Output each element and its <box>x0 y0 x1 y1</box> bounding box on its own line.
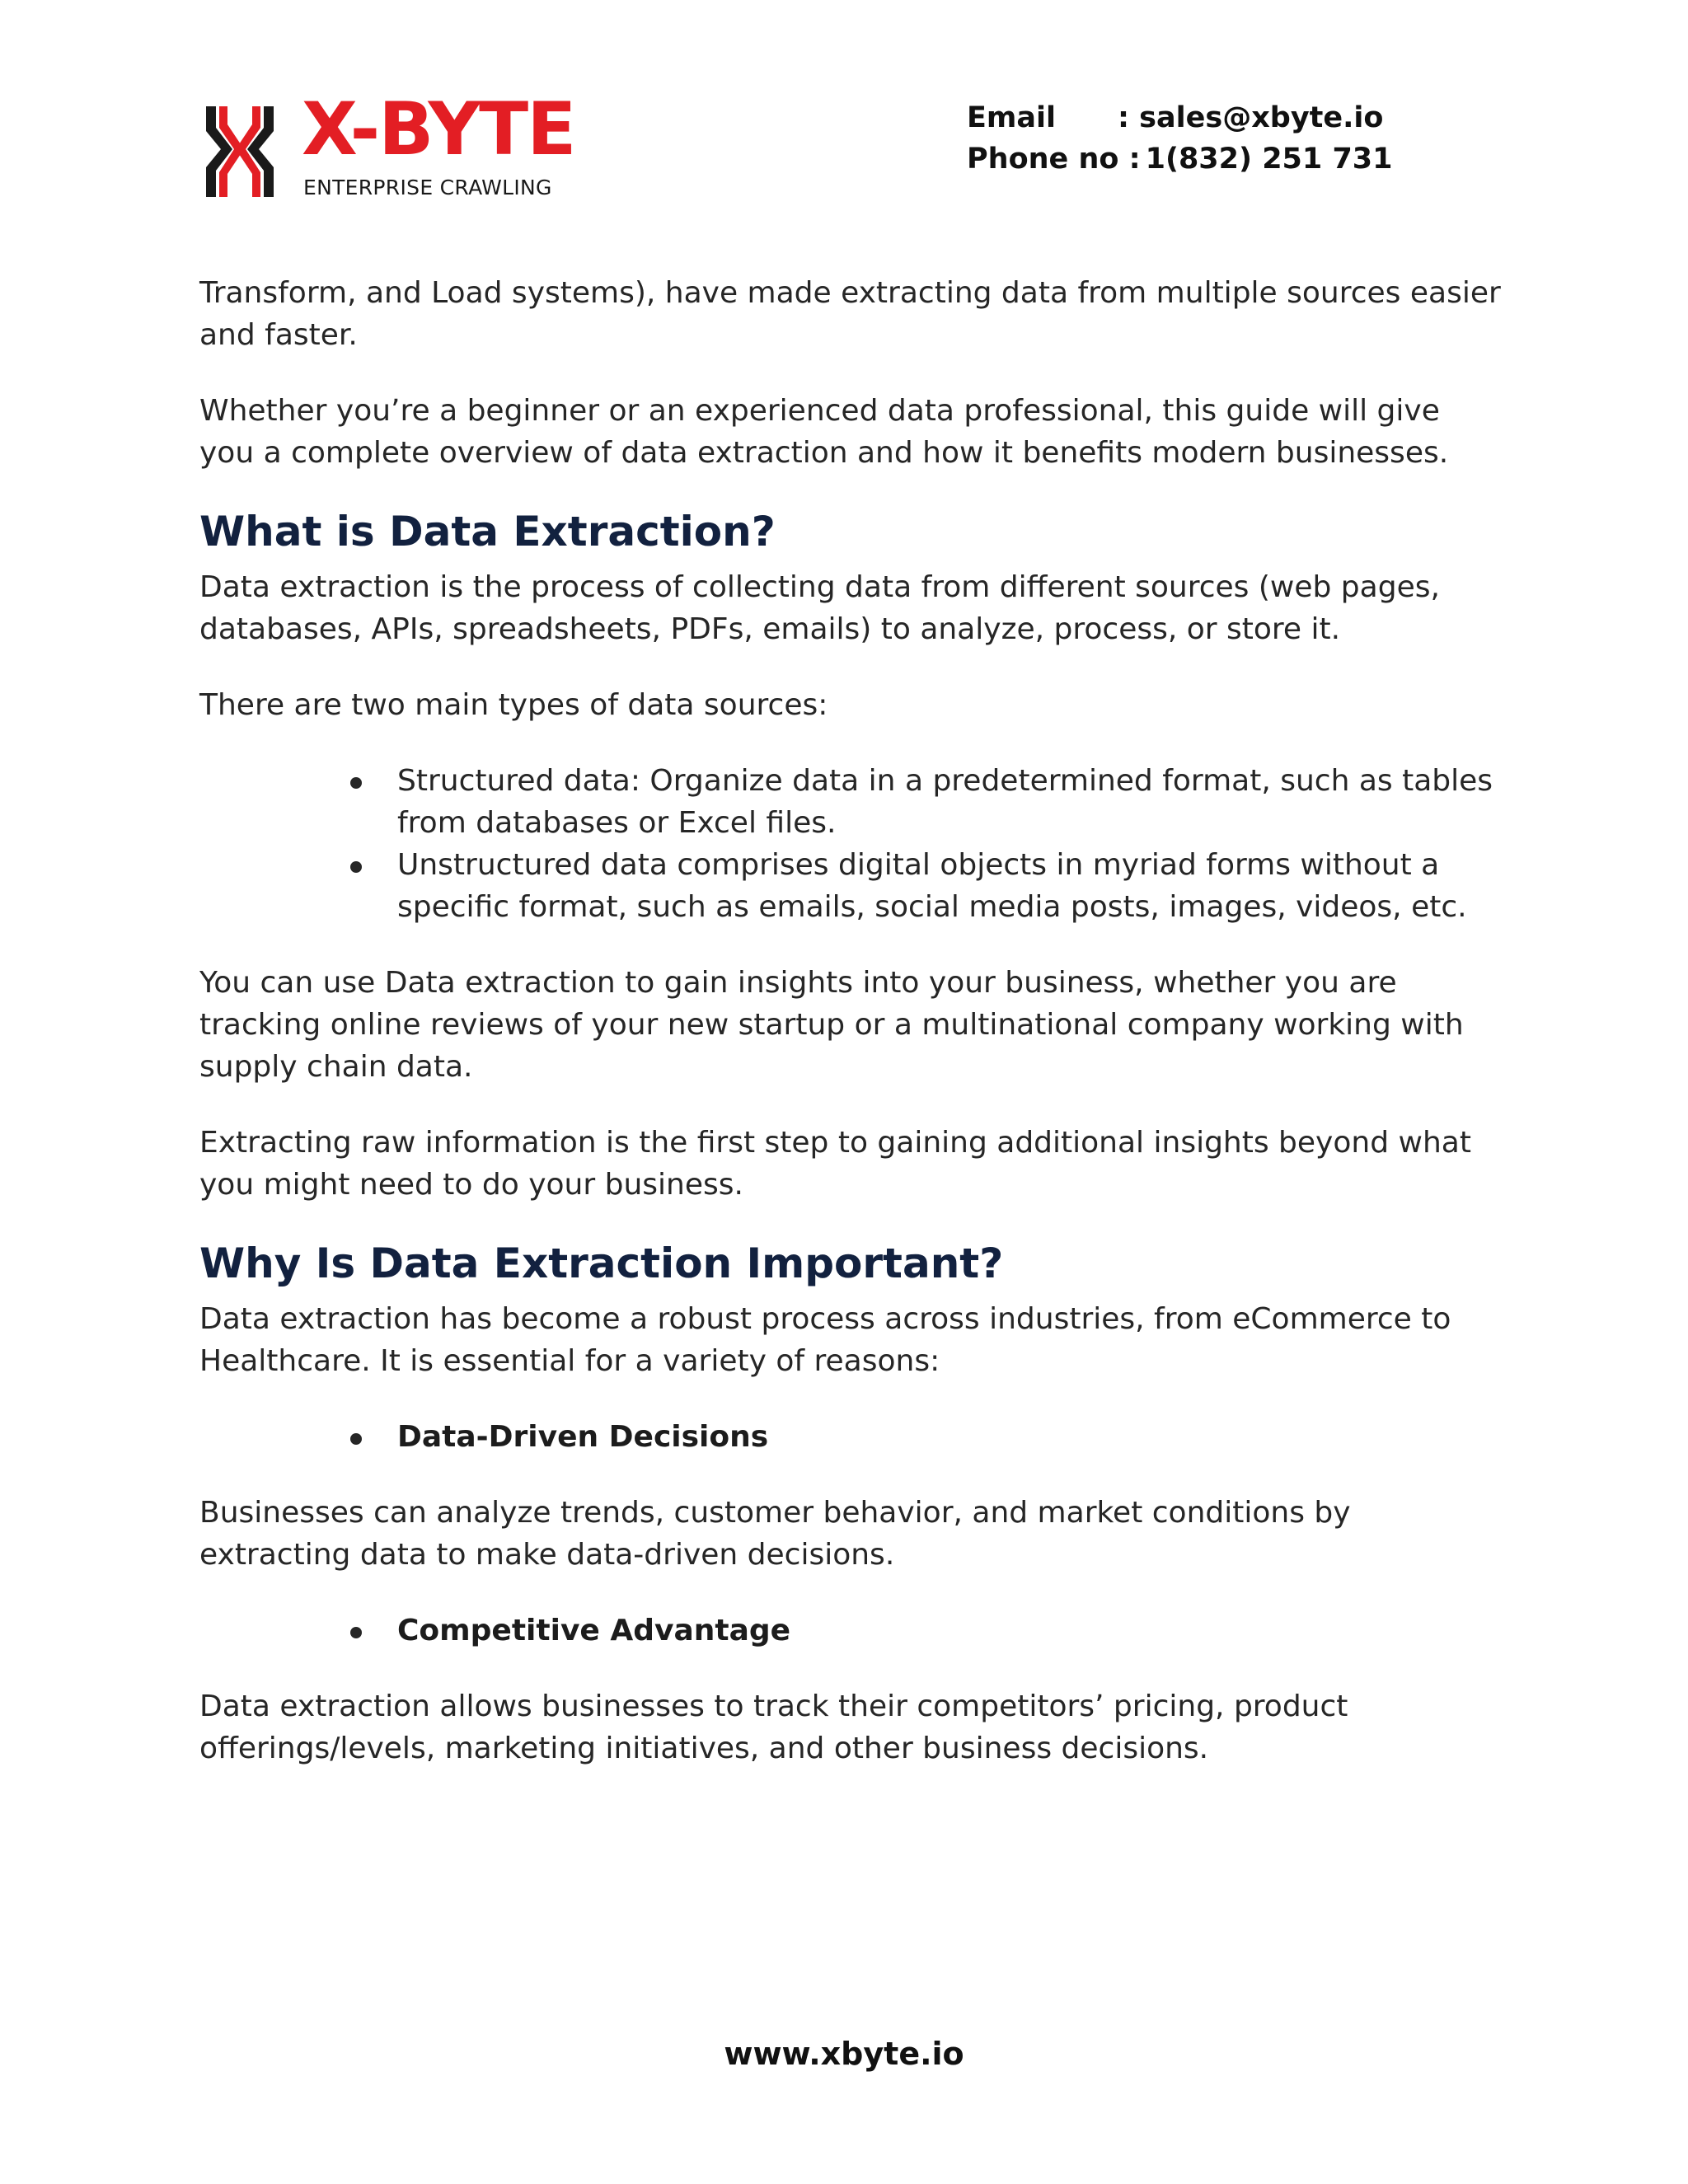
section-paragraph: You can use Data extraction to gain insights into your business, whether you are tracking online reviews of your new startup or a multinational company working with supply chain data. <box>199 966 1464 1084</box>
section-paragraph: Extracting raw information is the first step to gaining additional insights beyond what you might need to do your business. <box>199 1126 1471 1202</box>
section-paragraph: Data extraction has become a robust process across industries, from eCommerce to Healthcare. It is essential for a variety of reasons: <box>199 1302 1451 1378</box>
contact-info <box>967 97 1393 180</box>
phone-row <box>967 138 1393 180</box>
email-label: Email <box>967 101 1056 134</box>
bullet-icon <box>350 777 362 789</box>
section-heading-what-is: What is Data Extraction? <box>199 508 776 555</box>
bullet-icon <box>350 1627 362 1638</box>
reasons-list-1 <box>199 1416 1502 1458</box>
page-header <box>0 0 1688 231</box>
list-item <box>199 1610 1502 1652</box>
section-paragraph: Data extraction allows businesses to track their competitors’ pricing, product offerings/levels, marketing initiatives, and other business decisions. <box>199 1690 1348 1765</box>
list-item <box>199 844 1502 928</box>
subheading-data-driven-decisions: Data-Driven Decisions <box>397 1420 769 1454</box>
section-paragraph: There are two main types of data sources: <box>199 688 828 722</box>
list-item-text: Unstructured data comprises digital objects in myriad forms without a specific format, such as emails, social media posts, images, videos, etc. <box>397 848 1467 924</box>
website-link[interactable]: www.xbyte.io <box>724 2036 964 2072</box>
subheading-competitive-advantage: Competitive Advantage <box>397 1614 791 1647</box>
page-footer <box>0 2036 1688 2072</box>
document-body <box>199 272 1502 1803</box>
data-source-types-list <box>199 760 1502 928</box>
reasons-list-2 <box>199 1610 1502 1652</box>
intro-paragraph: Transform, and Load systems), have made extracting data from multiple sources easier and faster. <box>199 276 1501 352</box>
list-item <box>199 760 1502 844</box>
section-paragraph: Businesses can analyze trends, customer behavior, and market conditions by extracting data to make data-driven decisions. <box>199 1496 1351 1572</box>
email-value[interactable]: : sales@xbyte.io <box>1118 101 1384 134</box>
bullet-icon <box>350 1433 362 1445</box>
logo-tagline: ENTERPRISE CRAWLING <box>303 176 552 199</box>
xbyte-logo-mark-icon <box>204 103 275 200</box>
company-logo[interactable] <box>204 87 592 202</box>
logo-wordmark: X-BYTE <box>302 87 575 171</box>
intro-paragraph: Whether you’re a beginner or an experienced data professional, this guide will give you a complete overview of data extraction and how it benefits modern businesses. <box>199 394 1449 470</box>
list-item-text: Structured data: Organize data in a predetermined format, such as tables from databases or Excel files. <box>397 764 1493 840</box>
phone-value[interactable]: 1(832) 251 731 <box>1145 143 1393 176</box>
section-paragraph: Data extraction is the process of collecting data from different sources (web pages, databases, APIs, spreadsheets, PDFs, emails) to analyze, process, or store it. <box>199 570 1440 646</box>
phone-label: Phone no : <box>967 143 1141 176</box>
list-item <box>199 1416 1502 1458</box>
section-heading-why-important: Why Is Data Extraction Important? <box>199 1240 1004 1287</box>
bullet-icon <box>350 861 362 873</box>
email-row <box>967 97 1393 138</box>
